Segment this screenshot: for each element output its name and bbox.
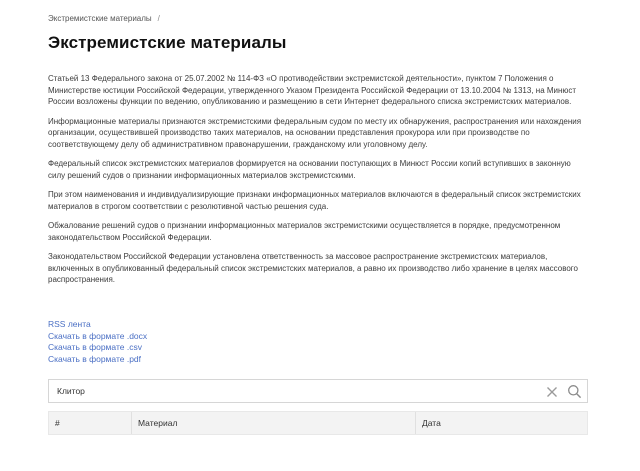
column-header-material: Материал	[131, 412, 415, 434]
download-links	[48, 319, 147, 365]
paragraph-recognition: Информационные материалы признаются экстремистскими федеральным судом по месту их обнаружения, распространения или нахождения организации, осуществившей производство таких материалов, на основании представления прокурора или при производстве по соответствующему делу об административном правонарушении, гражданскому или уголовному делу.	[48, 116, 582, 149]
paragraph-liability: Законодательством Российской Федерации установлена ответственность за массовое распространение экстремистских материалов, включенных в опубликованный федеральный список экстремистских материалов, а равно их производство либо хранение в целях массового распространения.	[48, 252, 578, 284]
breadcrumb	[48, 14, 160, 23]
paragraph-list-formation: Федеральный список экстремистских материалов формируется на основании поступающих в Минюст России копий вступивших в законную силу решений судов о признании информационных материалов экстремистскими.	[48, 159, 571, 180]
search-box	[48, 379, 588, 403]
download-pdf-link[interactable]: Скачать в формате .pdf	[48, 353, 142, 364]
results-table-header	[48, 411, 588, 435]
clear-icon[interactable]	[545, 385, 559, 399]
search-input[interactable]	[57, 383, 527, 399]
column-header-number: #	[55, 418, 60, 428]
search-icon[interactable]	[567, 384, 582, 399]
intro-text	[48, 73, 588, 294]
download-csv-link[interactable]: Скачать в формате .csv	[48, 342, 142, 352]
breadcrumb-separator: /	[157, 14, 160, 23]
paragraph-appeal: Обжалование решений судов о признании информационных материалов экстремистскими осуществляется в порядке, предусмотренном законодательством Российской Федерации.	[48, 221, 561, 242]
page-title: Экстремистские материалы	[48, 33, 287, 52]
paragraph-law-reference: Статьей 13 Федерального закона от 25.07.2002 № 114-ФЗ «О противодействии экстремистской деятельности», пунктом 7 Положения о Министерстве юстиции Российской Федерации, утвержденного Указом Президента Российской Федерации от 13.10.2004 № 1313, на Минюст России возложены функции по ведению, опубликованию и размещению в сети Интернет федерального списка экстремистских материалов.	[48, 74, 577, 106]
breadcrumb-item-current[interactable]: Экстремистские материалы	[48, 14, 152, 23]
rss-link[interactable]: RSS лента	[48, 319, 91, 329]
download-docx-link[interactable]: Скачать в формате .docx	[48, 330, 148, 341]
paragraph-inclusion-rules: При этом наименования и индивидуализирующие признаки информационных материалов включаются в федеральный список экстремистских материалов в строгом соответствии с резолютивной частью решения суда.	[48, 190, 581, 211]
column-header-date: Дата	[415, 412, 587, 434]
